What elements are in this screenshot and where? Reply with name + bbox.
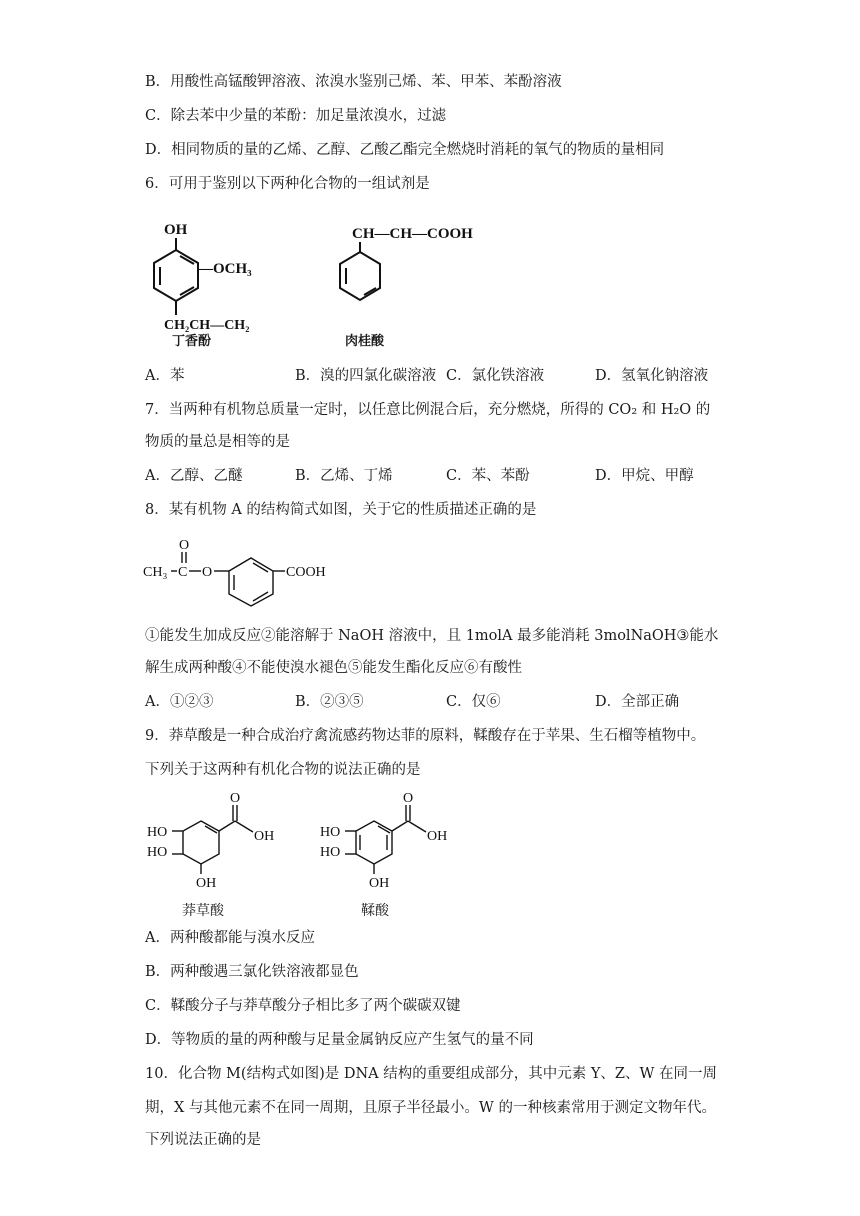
q6-option-b: B．溴的四氯化碳溶液 xyxy=(295,368,437,384)
cinnamic-acid-structure xyxy=(336,220,496,330)
q9-option-a: A．两种酸都能与溴水反应 xyxy=(145,930,315,946)
q7-option-b: B．乙烯、丁烯 xyxy=(295,468,393,484)
q9-option-d: D．等物质的量的两种酸与足量金属钠反应产生氢气的量不同 xyxy=(145,1032,534,1048)
q8-option-c: C．仅⑥ xyxy=(446,694,501,710)
q9-option-b: B．两种酸遇三氯化铁溶液都显色 xyxy=(145,964,359,980)
q8-stem: 8．某有机物 A 的结构简式如图，关于它的性质描述正确的是 xyxy=(145,502,537,518)
compound-a-structure xyxy=(143,532,343,612)
tannic-o-label: O xyxy=(403,791,414,806)
tannic-ho1-label: HO xyxy=(320,825,341,840)
eugenol-chain-label: CH₂CH—CH₂ xyxy=(164,318,250,333)
ester-carbonyl-o-label: O xyxy=(179,538,190,553)
q8-items-line1: ①能发生加成反应②能溶解于 NaOH 溶液中，且 1molA 最多能消耗 3molNaOH③能水 xyxy=(145,628,719,644)
q5-option-c: C．除去苯中少量的苯酚：加足量浓溴水，过滤 xyxy=(145,108,447,124)
q6-option-d: D．氢氧化钠溶液 xyxy=(595,368,709,384)
eugenol-caption: 丁香酚 xyxy=(172,334,212,349)
q7-option-a: A．乙醇、乙醚 xyxy=(145,468,243,484)
q10-stem-line3: 下列说法正确的是 xyxy=(145,1132,261,1148)
q10-stem-line1: 10．化合物 M(结构式如图)是 DNA 结构的重要组成部分，其中元素 Y、Z、W 在同一周 xyxy=(145,1066,717,1082)
eugenol-structure xyxy=(150,212,290,352)
eugenol-oh-label: OH xyxy=(164,222,188,238)
q9-stem-line1: 9．莽草酸是一种合成治疗禽流感药物达菲的原料，鞣酸存在于苹果、生石榴等植物中。 xyxy=(145,728,706,744)
ester-ch3-label: CH₃ xyxy=(143,565,168,580)
q6-option-a: A．苯 xyxy=(145,368,185,384)
q8-option-d: D．全部正确 xyxy=(595,694,680,710)
q8-option-b: B．②③⑤ xyxy=(295,694,364,710)
q7-stem-line2: 物质的量总是相等的是 xyxy=(145,434,290,450)
tannic-oh-bottom-label: OH xyxy=(369,876,390,890)
ester-link-o-label: O xyxy=(202,565,213,580)
q9-stem-line2: 下列关于这两种有机化合物的说法正确的是 xyxy=(145,762,421,778)
q8-option-a: A．①②③ xyxy=(145,694,214,710)
q6-option-c: C．氯化铁溶液 xyxy=(446,368,545,384)
shikimic-oh-right-label: OH xyxy=(254,829,275,844)
q5-option-d: D．相同物质的量的乙烯、乙醇、乙酸乙酯完全燃烧时消耗的氧气的物质的量相同 xyxy=(145,142,665,158)
compound-a-cooh-label: COOH xyxy=(286,565,326,580)
shikimic-o-label: O xyxy=(230,791,241,806)
shikimic-caption: 莽草酸 xyxy=(182,903,224,919)
eugenol-och3-label: —OCH₃ xyxy=(198,261,252,277)
shikimic-oh-bottom-label: OH xyxy=(196,876,217,890)
q10-stem-line2: 期，X 与其他元素不在同一周期，且原子半径最小。W 的一种核素常用于测定文物年代。 xyxy=(145,1100,716,1116)
cinnamic-chain-label: CH—CH—COOH xyxy=(352,226,473,242)
tannic-oh-right-label: OH xyxy=(427,829,448,844)
q9-option-c: C．鞣酸分子与莽草酸分子相比多了两个碳碳双键 xyxy=(145,998,461,1014)
shikimic-ho2-label: HO xyxy=(147,845,168,860)
q7-option-c: C．苯、苯酚 xyxy=(446,468,530,484)
tannic-ho2-label: HO xyxy=(320,845,341,860)
q5-option-b: B．用酸性高锰酸钾溶液、浓溴水鉴别己烯、苯、甲苯、苯酚溶液 xyxy=(145,74,562,90)
cinnamic-caption: 肉桂酸 xyxy=(345,334,385,349)
shikimic-ho1-label: HO xyxy=(147,825,168,840)
q8-items-line2: 解生成两种酸④不能使溴水褪色⑤能发生酯化反应⑥有酸性 xyxy=(145,660,522,676)
tannic-acid-structure xyxy=(318,788,458,890)
tannic-caption: 鞣酸 xyxy=(361,903,389,919)
q6-stem: 6．可用于鉴别以下两种化合物的一组试剂是 xyxy=(145,176,430,192)
q7-stem-line1: 7．当两种有机物总质量一定时，以任意比例混合后，充分燃烧，所得的 CO₂ 和 H₂O 的 xyxy=(145,402,711,418)
q7-option-d: D．甲烷、甲醇 xyxy=(595,468,694,484)
ester-carbon-label: C xyxy=(178,565,188,580)
shikimic-acid-structure xyxy=(145,788,285,890)
